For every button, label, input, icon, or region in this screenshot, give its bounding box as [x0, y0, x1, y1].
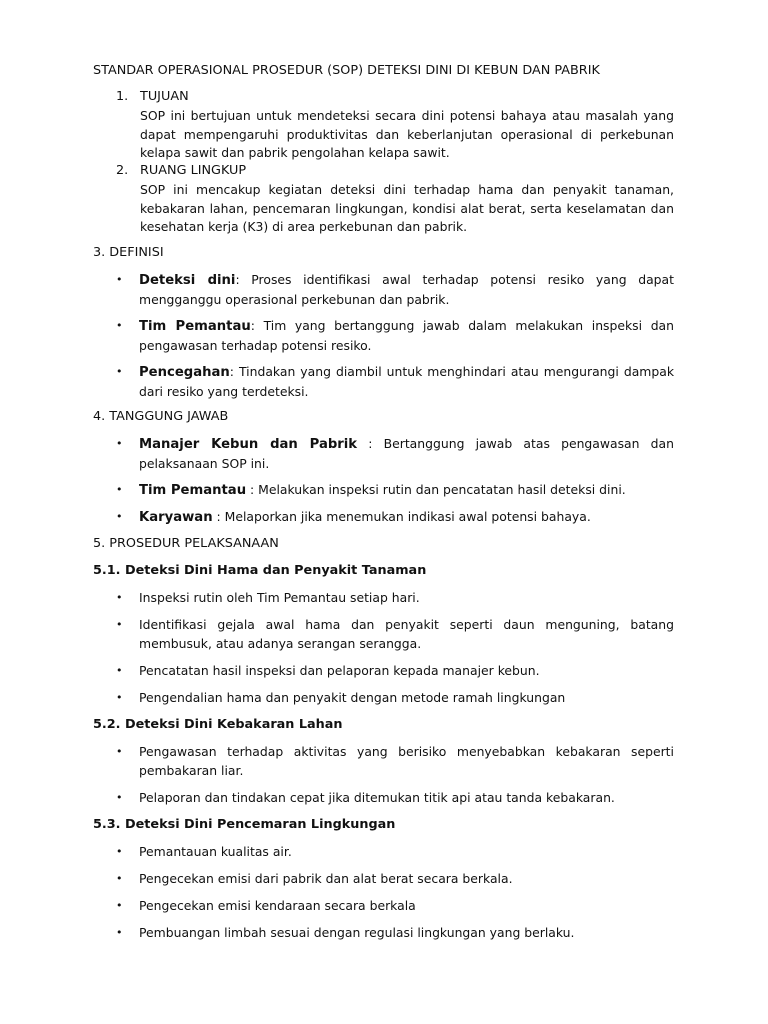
list-item-text: Pengendalian hama dan penyakit dengan metode ramah lingkungan — [139, 690, 566, 705]
bullet-icon: • — [116, 483, 123, 496]
section-number: 1. — [116, 89, 129, 104]
definition-term: Pencegahan — [139, 365, 230, 380]
bullet-icon: • — [116, 845, 123, 858]
section-heading-text: RUANG LINGKUP — [140, 163, 247, 178]
bullet-icon: • — [116, 273, 123, 286]
bullet-icon: • — [116, 618, 123, 631]
role-text: Melakukan inspeksi rutin dan pencatatan hasil deteksi dini. — [254, 482, 626, 497]
separator: : — [229, 364, 234, 379]
definition-item — [116, 317, 674, 355]
section-tujuan — [116, 88, 674, 163]
list-item — [116, 924, 674, 943]
separator: : — [212, 509, 221, 524]
section-definisi-heading: 3. DEFINISI — [93, 245, 164, 260]
list-item-text: Inspeksi rutin oleh Tim Pemantau setiap hari. — [139, 590, 420, 605]
definition-term: Tim Pemantau — [139, 319, 251, 334]
role-term: Tim Pemantau — [139, 483, 247, 498]
section-heading — [116, 162, 674, 180]
responsibility-item — [116, 435, 674, 473]
list-item-text: Pengecekan emisi dari pabrik dan alat berat secara berkala. — [139, 871, 513, 886]
list-item — [116, 843, 674, 862]
definition-text: Proses identifikasi awal terhadap potensi resiko yang dapat mengganggu operasional perkebunan dan pabrik. — [139, 272, 674, 307]
list-item-text: Pengecekan emisi kendaraan secara berkala — [139, 898, 416, 913]
list-item-text: Identifikasi gejala awal hama dan penyakit seperti daun menguning, batang membusuk, atau adanya serangan serangga. — [139, 617, 674, 651]
bullet-icon: • — [116, 365, 123, 378]
section-body: SOP ini bertujuan untuk mendeteksi secara dini potensi bahaya atau masalah yang dapat mempengaruhi produktivitas dan keberlanjutan operasional di perkebunan kelapa sawit dan pabrik pengolahan kelapa sawit. — [140, 108, 674, 161]
list-item-text: Pengawasan terhadap aktivitas yang berisiko menyebabkan kebakaran seperti pembakaran liar. — [139, 744, 674, 778]
bullet-icon: • — [116, 510, 123, 523]
definition-item — [116, 363, 674, 401]
role-term: Karyawan — [139, 510, 213, 525]
separator: : — [246, 482, 255, 497]
section-number: 2. — [116, 163, 129, 178]
section-heading — [116, 88, 674, 106]
list-item — [116, 897, 674, 916]
bullet-icon: • — [116, 437, 123, 450]
list-item — [116, 616, 674, 653]
separator: : — [235, 272, 240, 287]
bullet-icon: • — [116, 664, 123, 677]
subsection-heading: 5.3. Deteksi Dini Pencemaran Lingkungan — [93, 817, 396, 832]
bullet-icon: • — [116, 872, 123, 885]
list-item — [116, 870, 674, 889]
list-item-text: Pemantauan kualitas air. — [139, 844, 292, 859]
definition-text: Tindakan yang diambil untuk menghindari atau mengurangi dampak dari resiko yang terdeteksi. — [139, 364, 674, 399]
responsibility-item — [116, 481, 674, 501]
bullet-icon: • — [116, 691, 123, 704]
role-text: Melaporkan jika menemukan indikasi awal potensi bahaya. — [220, 509, 591, 524]
bullet-icon: • — [116, 899, 123, 912]
subsection-heading: 5.1. Deteksi Dini Hama dan Penyakit Tanaman — [93, 563, 427, 578]
definition-text: Tim yang bertanggung jawab dalam melakukan inspeksi dan pengawasan terhadap potensi resiko. — [139, 318, 675, 353]
separator: : — [357, 436, 373, 451]
role-term: Manajer Kebun dan Pabrik — [139, 437, 358, 452]
list-item-text: Pelaporan dan tindakan cepat jika ditemukan titik api atau tanda kebakaran. — [139, 790, 615, 805]
section-tanggung-jawab-heading: 4. TANGGUNG JAWAB — [93, 409, 229, 424]
subsection-heading: 5.2. Deteksi Dini Kebakaran Lahan — [93, 717, 343, 732]
list-item — [116, 589, 674, 608]
definition-term: Deteksi dini — [139, 273, 236, 288]
section-body: SOP ini mencakup kegiatan deteksi dini terhadap hama dan penyakit tanaman, kebakaran lahan, pencemaran lingkungan, kondisi alat berat, serta keselamatan dan kesehatan kerja (K3) di area perkebunan dan pabrik. — [140, 182, 674, 235]
bullet-icon: • — [116, 591, 123, 604]
section-ruang-lingkup — [116, 162, 674, 237]
list-item — [116, 743, 674, 780]
list-item-text: Pencatatan hasil inspeksi dan pelaporan kepada manajer kebun. — [139, 663, 540, 678]
list-item — [116, 662, 674, 681]
bullet-icon: • — [116, 745, 123, 758]
section-prosedur-heading: 5. PROSEDUR PELAKSANAAN — [93, 536, 279, 551]
list-item — [116, 789, 674, 808]
bullet-icon: • — [116, 791, 123, 804]
list-item-text: Pembuangan limbah sesuai dengan regulasi lingkungan yang berlaku. — [139, 925, 575, 940]
list-item — [116, 689, 674, 708]
bullet-icon: • — [116, 319, 123, 332]
document-title: STANDAR OPERASIONAL PROSEDUR (SOP) DETEKSI DINI DI KEBUN DAN PABRIK — [93, 63, 600, 78]
role-text: Bertanggung jawab atas pengawasan dan pelaksanaan SOP ini. — [139, 436, 674, 471]
separator: : — [250, 318, 255, 333]
definition-item — [116, 271, 674, 309]
responsibility-item — [116, 508, 674, 528]
section-heading-text: TUJUAN — [140, 89, 189, 104]
bullet-icon: • — [116, 926, 123, 939]
